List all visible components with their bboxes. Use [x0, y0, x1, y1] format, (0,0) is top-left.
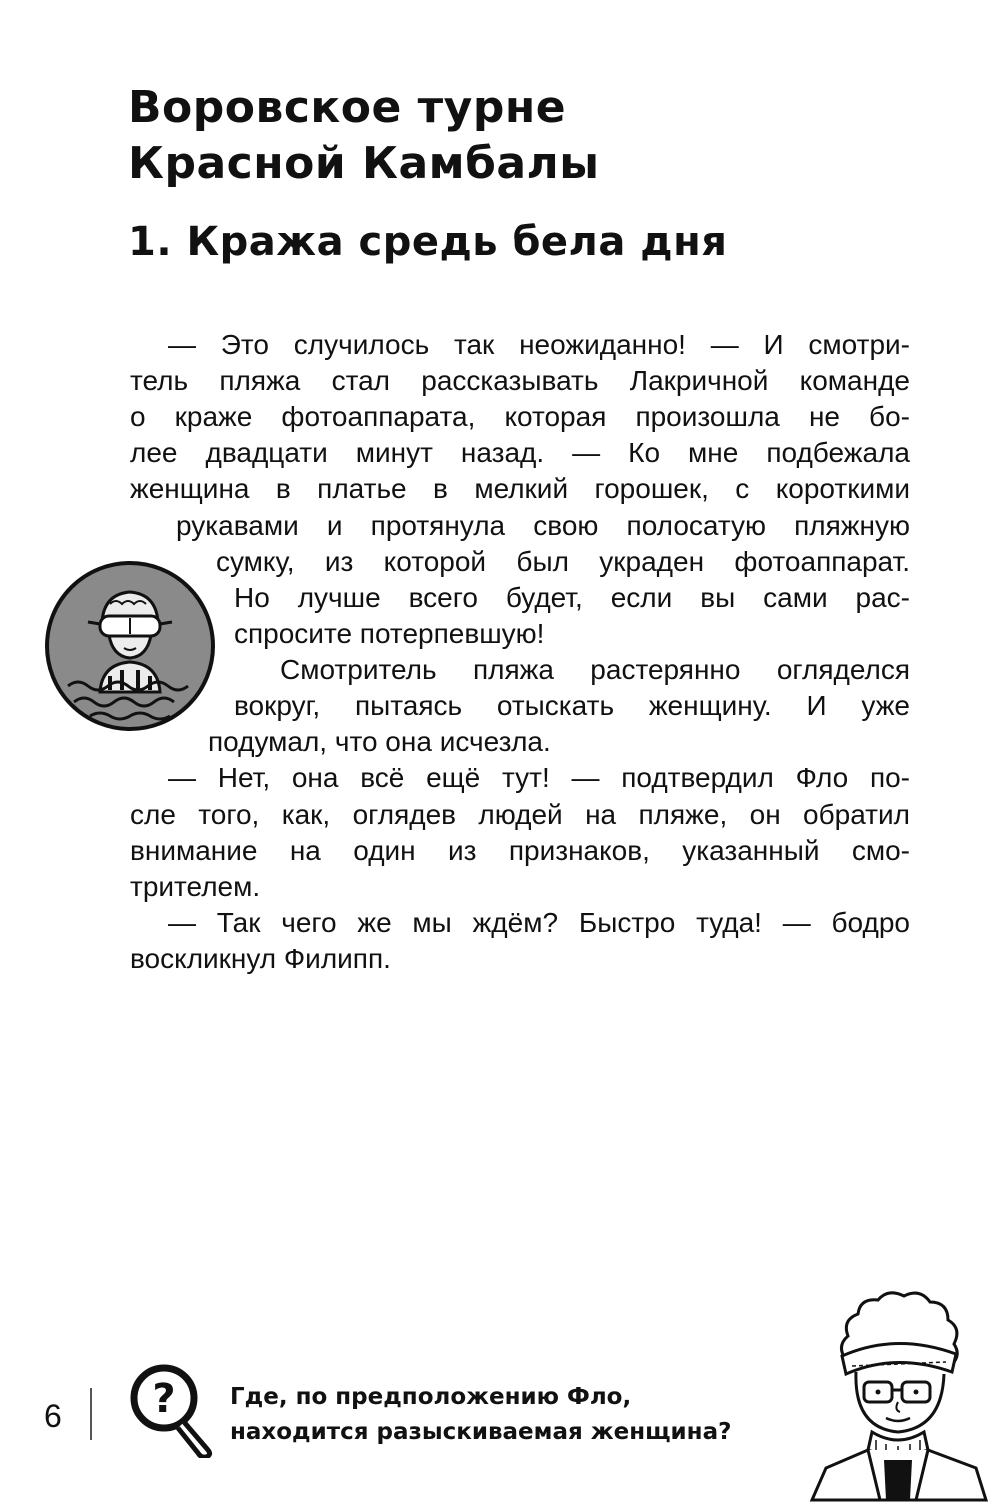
question-prompt [230, 1380, 830, 1450]
body-line: воскликнул Филипп. [130, 943, 391, 974]
body-line: сумку, из которой был украден фотоаппарат. [216, 546, 910, 577]
body-line: женщина в платье в мелкий горошек, с короткими [130, 473, 910, 504]
question-line-1: Где, по предположению Фло, [230, 1384, 632, 1410]
body-line: Смотритель пляжа растерянно огляделся [280, 654, 910, 685]
story-title-line-1: Воровское турне [128, 82, 567, 133]
story-title [128, 80, 948, 192]
chapter-heading: 1. Кража средь бела дня [128, 219, 728, 265]
body-line: лее двадцати минут назад. — Ко мне подбежала [130, 437, 910, 468]
body-line: внимание на один из признаков, указанный смо- [130, 835, 910, 866]
body-line: — Это случилось так неожиданно! — И смотри- [168, 329, 910, 360]
body-line: о краже фотоаппарата, которая произошла не бо- [130, 401, 910, 432]
body-line: сле того, как, оглядев людей на пляже, он обратил [130, 799, 910, 830]
body-line: спросите потерпевшую! [234, 618, 545, 649]
magnifier-question-icon [120, 1358, 220, 1458]
question-line-2: находится разыскиваемая женщина? [230, 1419, 732, 1445]
body-line: подумал, что она исчезла. [208, 726, 551, 757]
body-line: трителем. [130, 871, 261, 902]
page-number: 6 [44, 1398, 62, 1434]
body-line: рукавами и протянула свою полосатую пляжную [176, 510, 910, 541]
page-number-divider [90, 1388, 92, 1440]
question-mark: ? [152, 1376, 176, 1422]
body-line: вокруг, пытаясь отыскать женщину. И уже [234, 690, 910, 721]
flo-character-illustration [806, 1282, 992, 1502]
swimmer-illustration [44, 560, 216, 732]
body-line: тель пляжа стал рассказывать Лакричной команде [130, 365, 910, 396]
body-line: Но лучше всего будет, если вы сами рас- [234, 582, 910, 613]
body-line: — Нет, она всё ещё тут! — подтвердил Фло по- [168, 762, 910, 793]
body-line: — Так чего же мы ждём? Быстро туда! — бодро [168, 907, 910, 938]
story-title-line-2: Красной Камбалы [128, 138, 600, 189]
